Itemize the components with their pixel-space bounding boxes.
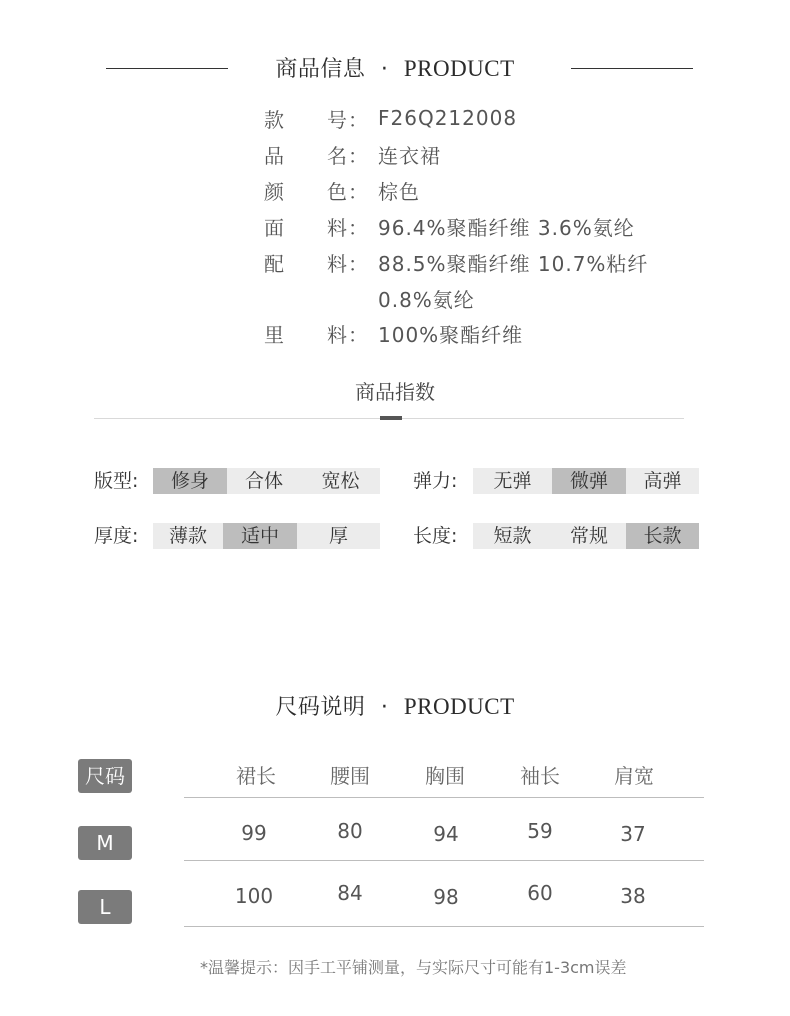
table-cell: 99: [241, 821, 267, 845]
info-row-style-no: [264, 103, 517, 133]
product-index-title: 商品指数: [355, 380, 435, 404]
table-cell: 98: [433, 885, 459, 909]
thickness-label: 厚度:: [94, 525, 139, 547]
product-info-title: [0, 52, 790, 83]
table-bottom-divider: [184, 926, 704, 927]
thickness-option-medium: 适中: [223, 523, 297, 549]
info-value: 96.4%聚酯纤维 3.6%氨纶: [378, 215, 635, 240]
stretch-label: 弹力:: [413, 470, 458, 492]
info-row-lining: [264, 318, 523, 348]
length-option-regular: 常规: [552, 523, 626, 549]
size-header-badge: 尺码: [78, 759, 132, 793]
table-cell: 37: [620, 822, 646, 846]
table-cell: 84: [337, 881, 363, 905]
table-cell: 100: [234, 884, 274, 908]
col-header-bust: 胸围: [425, 764, 465, 788]
product-info-title-cn: 商品信息: [275, 57, 366, 82]
info-value-continuation: 0.8%氨纶: [378, 288, 475, 312]
index-divider-marker: [380, 416, 402, 420]
length-option-short: 短款: [473, 523, 552, 549]
table-cell: 80: [337, 819, 363, 843]
fit-option-regular: 合体: [227, 468, 301, 494]
col-header-waist: 腰围: [330, 764, 370, 788]
measurement-note: *温馨提示：因手工平铺测量，与实际尺寸可能有1-3cm误差: [200, 958, 627, 977]
col-header-sleeve: 袖长: [520, 764, 560, 788]
info-label: 配 料：: [264, 251, 369, 276]
info-label: 品 名：: [264, 143, 369, 168]
info-row-trim: [264, 247, 648, 277]
title-dot: ·: [380, 57, 389, 82]
fit-option-loose: 宽松: [301, 468, 380, 494]
info-value: 100%聚酯纤维: [378, 322, 524, 347]
size-chart-title-en: PRODUCT: [403, 694, 515, 719]
table-row-divider: [184, 860, 704, 861]
thickness-option-thin: 薄款: [153, 523, 223, 549]
col-header-shoulder: 肩宽: [614, 764, 654, 788]
info-row-color: [264, 175, 420, 205]
info-value: 88.5%聚酯纤维 10.7%粘纤: [378, 251, 649, 276]
size-chart-title-cn: 尺码说明: [275, 695, 366, 720]
fit-option-slim: 修身: [153, 468, 227, 494]
stretch-option-none: 无弹: [473, 468, 552, 494]
col-header-skirt-length: 裙长: [236, 764, 276, 788]
info-label: 款 号：: [264, 107, 369, 132]
table-cell: 59: [527, 819, 553, 843]
info-value: 棕色: [378, 179, 420, 204]
stretch-option-high: 高弹: [626, 468, 699, 494]
length-label: 长度:: [413, 525, 458, 547]
info-label: 面 料：: [264, 215, 369, 240]
size-badge-l: L: [78, 890, 132, 924]
table-row-divider: [184, 797, 704, 798]
product-info-title-en: PRODUCT: [403, 56, 515, 81]
size-chart-title: [0, 690, 790, 721]
info-label: 颜 色：: [264, 179, 369, 204]
size-badge-m: M: [78, 826, 132, 860]
table-cell: 38: [620, 884, 646, 908]
stretch-option-slight: 微弹: [552, 468, 626, 494]
thickness-option-thick: 厚: [297, 523, 380, 549]
table-cell: 60: [527, 881, 553, 905]
table-cell: 94: [433, 822, 459, 846]
info-value: F26Q212008: [378, 106, 518, 130]
length-option-long: 长款: [626, 523, 699, 549]
fit-label: 版型:: [94, 470, 139, 492]
title-dot: ·: [380, 695, 389, 720]
info-label: 里 料：: [264, 322, 369, 347]
info-row-name: [264, 139, 441, 169]
info-value: 连衣裙: [378, 143, 441, 168]
info-row-fabric: [264, 211, 635, 241]
